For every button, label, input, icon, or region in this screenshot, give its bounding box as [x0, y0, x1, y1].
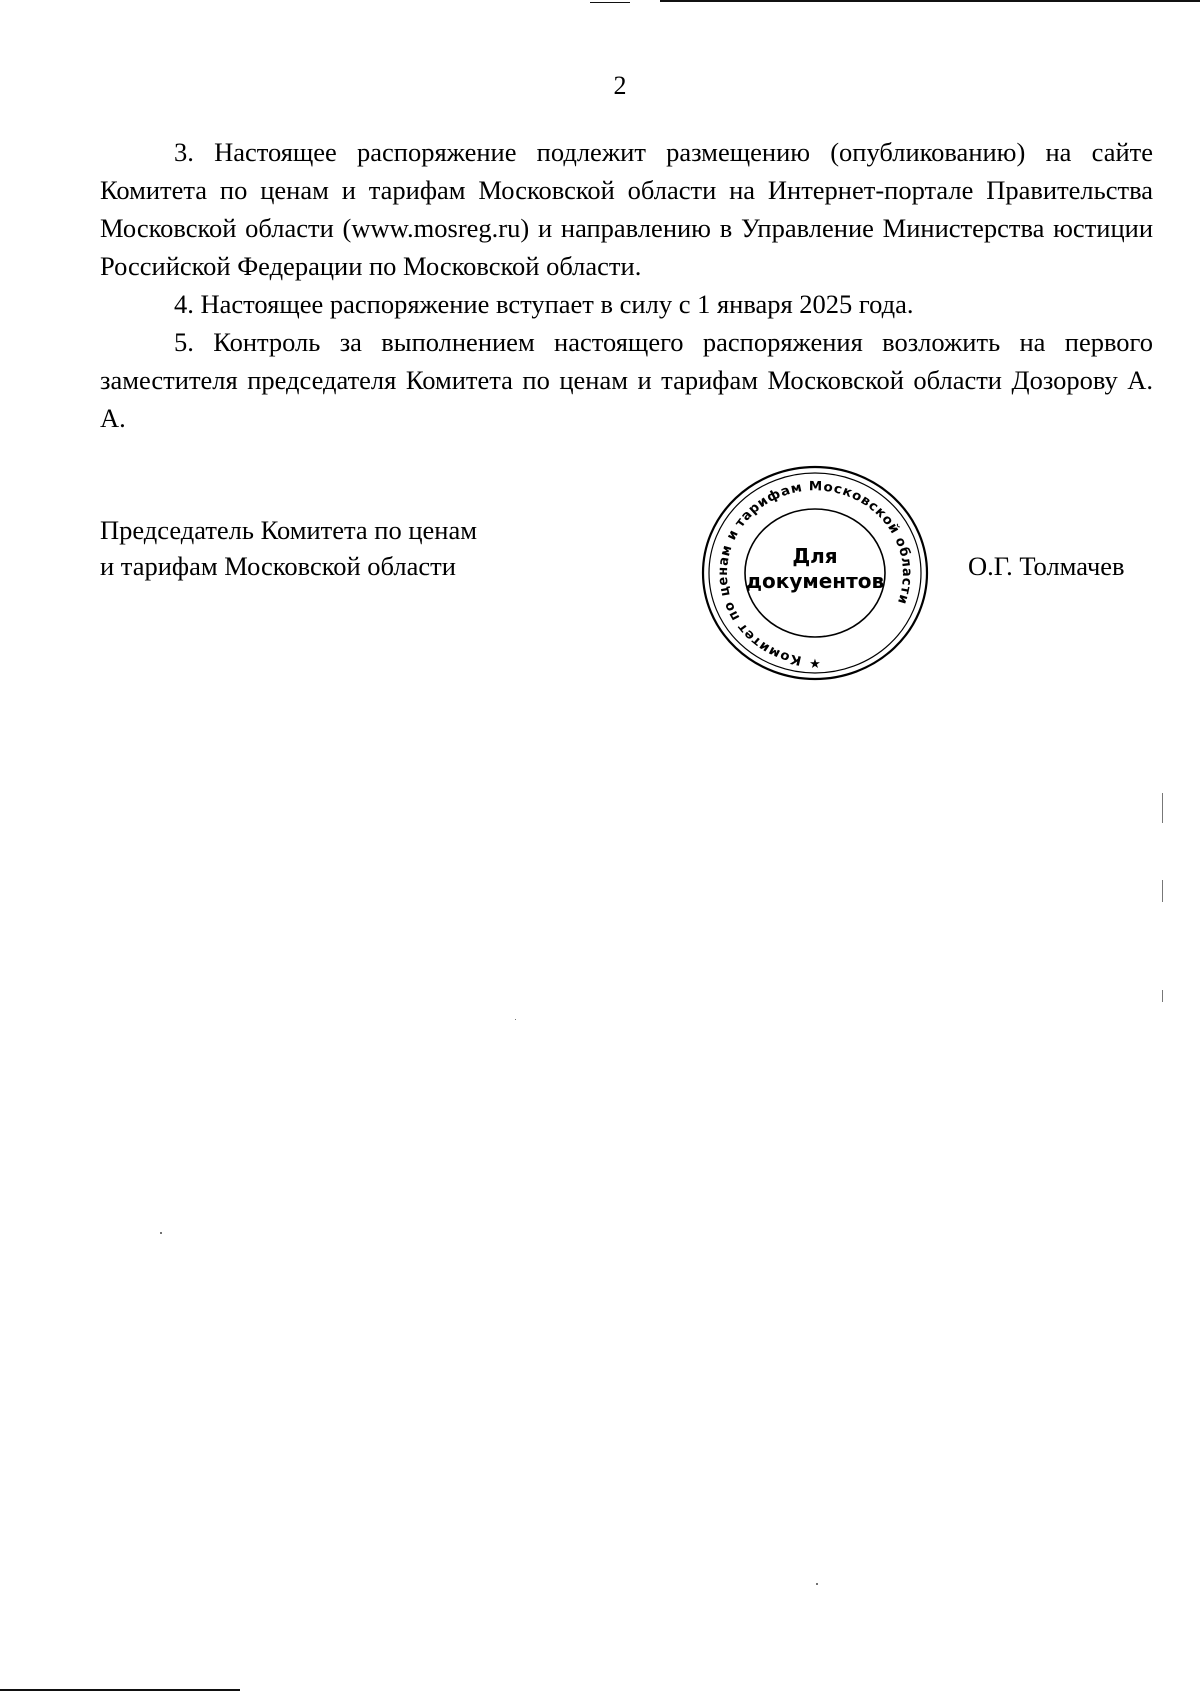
- scan-edge-line: [660, 0, 1200, 2]
- scan-edge-mark: [1162, 880, 1163, 902]
- document-body: [100, 133, 1153, 437]
- scan-edge-mark: [1162, 793, 1163, 823]
- scan-speck: [160, 1232, 162, 1234]
- paragraph-3: 3. Настоящее распоряжение подлежит размещению (опубликованию) на сайте Комитета по ценам и тарифам Московской области на Интернет-портале Правительства Московской области (www.mosreg.ru) и направлению в Управление Министерства юстиции Российской Федерации по Московской области.: [100, 137, 1153, 281]
- page-number: 2: [613, 71, 627, 100]
- official-stamp: [700, 462, 930, 684]
- paragraph-5: 5. Контроль за выполнением настоящего распоряжения возложить на первого заместителя председателя Комитета по ценам и тарифам Московской области Дозорову А. А.: [100, 327, 1153, 433]
- stamp-center-line-2: документов: [745, 569, 885, 593]
- stamp-star: ★: [809, 657, 821, 672]
- scan-speck: [515, 1019, 516, 1020]
- signatory-name: О.Г. Толмачев: [968, 551, 1125, 581]
- scan-edge-line: [590, 2, 630, 3]
- scan-edge-line: [0, 1689, 240, 1691]
- position-line-1: Председатель Комитета по ценам: [100, 515, 478, 545]
- position-line-2: и тарифам Московской области: [100, 551, 456, 581]
- signatory-position: [100, 512, 477, 584]
- paragraph-4: 4. Настоящее распоряжение вступает в силу с 1 января 2025 года.: [174, 289, 914, 319]
- scan-edge-mark: [1162, 990, 1163, 1002]
- stamp-center-line-1: Для: [792, 544, 838, 568]
- stamp-center-text: [700, 544, 930, 594]
- scan-speck: [816, 1583, 818, 1585]
- stamp-ring-text: Комитет по ценам и тарифам Московской области: [715, 479, 915, 668]
